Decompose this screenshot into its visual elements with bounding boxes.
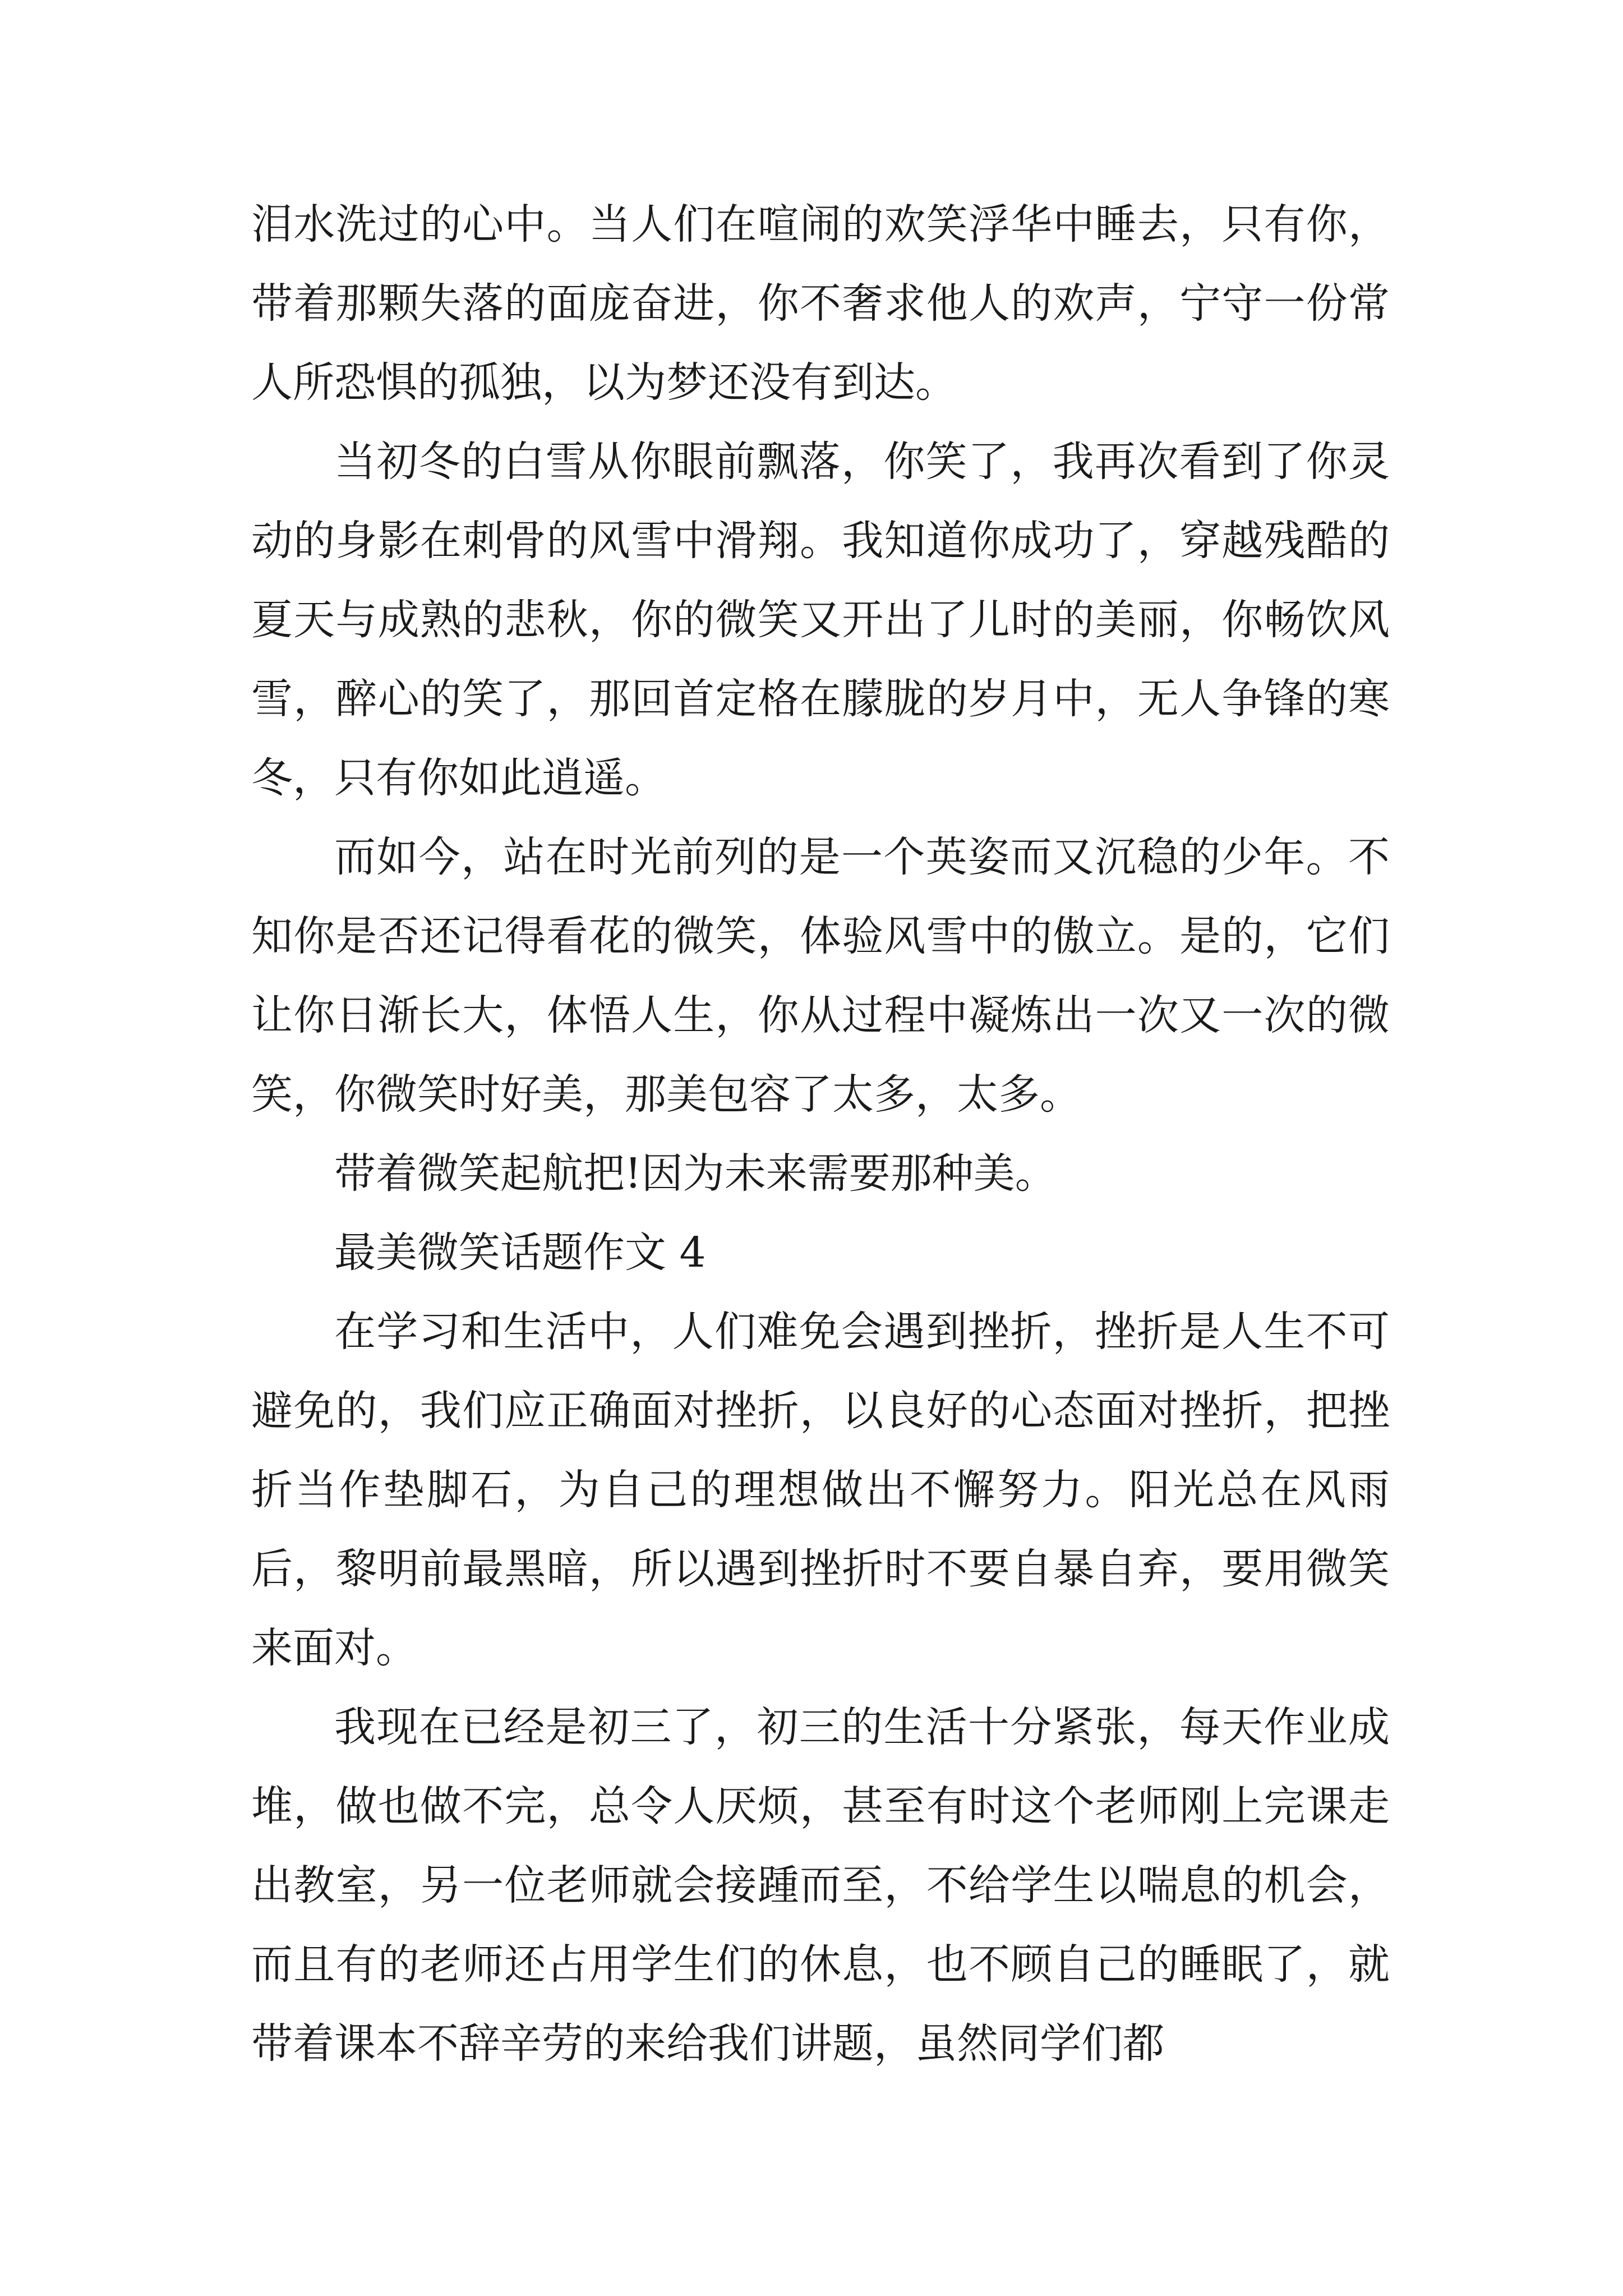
paragraph-1: 泪水洗过的心中。当人们在喧闹的欢笑浮华中睡去，只有你，带着那颗失落的面庞奋进，你不奢求他人的欢声，宁守一份常人所恐惧的孤独，以为梦还没有到达。 bbox=[251, 200, 1390, 407]
section-heading: 最美微笑话题作文 4 bbox=[334, 1228, 706, 1277]
document-body bbox=[251, 185, 1390, 2083]
paragraph-6: 我现在已经是初三了，初三的生活十分紧张，每天作业成堆，做也做不完，总令人厌烦，甚至有时这个老师刚上完课走出教室，另一位老师就会接踵而至，不给学生以喘息的机会，而且有的老师还占用学生们的休息，也不顾自己的睡眠了，就带着课本不辞辛劳的来给我们讲题，虽然同学们都 bbox=[251, 1703, 1390, 2068]
paragraph-2: 当初冬的白雪从你眼前飘落，你笑了，我再次看到了你灵动的身影在刺骨的风雪中滑翔。我知道你成功了，穿越残酷的夏天与成熟的悲秋，你的微笑又开出了儿时的美丽，你畅饮风雪，醉心的笑了，那回首定格在朦胧的岁月中，无人争锋的寒冬，只有你如此逍遥。 bbox=[251, 438, 1390, 802]
paragraph-5: 在学习和生活中，人们难免会遇到挫折，挫折是人生不可避免的，我们应正确面对挫折，以良好的心态面对挫折，把挫折当作垫脚石，为自己的理想做出不懈努力。阳光总在风雨后，黎明前最黑暗，所以遇到挫折时不要自暴自弃，要用微笑来面对。 bbox=[251, 1308, 1390, 1672]
paragraph-3: 而如今，站在时光前列的是一个英姿而又沉稳的少年。不知你是否还记得看花的微笑，体验风雪中的傲立。是的，它们让你日渐长大，体悟人生，你从过程中凝炼出一次又一次的微笑，你微笑时好美，那美包容了太多，太多。 bbox=[251, 833, 1390, 1119]
paragraph-4: 带着微笑起航把!因为未来需要那种美。 bbox=[334, 1149, 1057, 1198]
